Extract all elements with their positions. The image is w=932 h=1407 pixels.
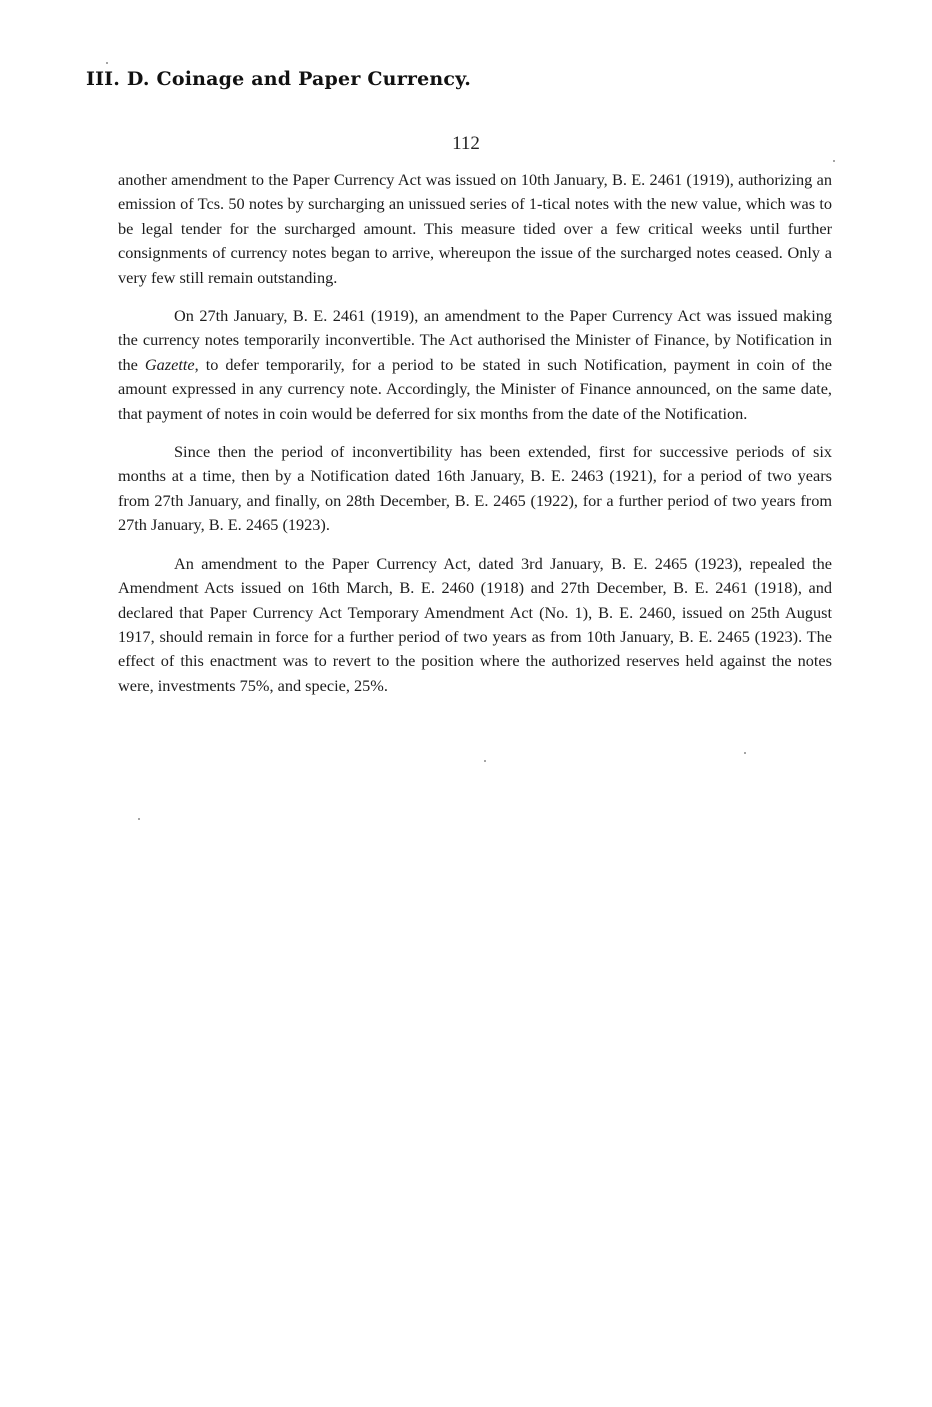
paragraph-text-before: On 27th January, B. E. 2461 (1919), an amendment to the Paper Currency Act was issued making the currency notes temporarily inconvertible. The Act authorised the Minister of Finance, by Notification in the: [118, 306, 832, 374]
body-text: [118, 168, 832, 712]
page-number: 112: [452, 133, 480, 154]
scan-speck: [484, 760, 486, 762]
scan-speck: [138, 818, 140, 820]
paragraph-continued: another amendment to the Paper Currency Act was issued on 10th January, B. E. 2461 (1919), authorizing an emission of Tcs. 50 notes by surcharging an unissued series of 1-tical notes with the new value, which was to be legal tender for the surcharged amount. This measure tided over a few critical weeks until further consignments of currency notes began to arrive, whereupon the issue of the surcharged notes ceased. Only a very few still remain outstanding.: [118, 170, 832, 287]
paragraph-extensions: Since then the period of inconvertibility has been extended, first for successive periods of six months at a time, then by a Notification dated 16th January, B. E. 2463 (1921), for a period of two years from 27th January, and finally, on 28th December, B. E. 2465 (1922), for a further period of two years from 27th January, B. E. 2465 (1923).: [118, 442, 832, 535]
paragraph-amendment: An amendment to the Paper Currency Act, dated 3rd January, B. E. 2465 (1923), repealed the Amendment Acts issued on 16th March, B. E. 2460 (1918) and 27th December, B. E. 2461 (1918), and declared that Paper Currency Act Temporary Amendment Act (No. 1), B. E. 2460, issued on 25th August 1917, should remain in force for a further period of two years as from 10th January, B. E. 2465 (1923). The effect of this enactment was to revert to the position where the authorized reserves held against the notes were, investments 75%, and specie, 25%.: [118, 553, 832, 695]
scan-speck: [106, 62, 108, 64]
scan-speck: [744, 752, 746, 754]
section-title: III. D. Coinage and Paper Currency.: [86, 68, 472, 90]
paragraph-text-after: , to defer temporarily, for a period to be stated in such Notification, payment in coin of the amount expressed in any currency note. Accordingly, the Minister of Finance announced, on the same date, that payment of notes in coin would be deferred for six months from the date of the Notification.: [118, 354, 832, 423]
paragraph-inconvertibility: [118, 304, 832, 426]
scan-speck: [833, 160, 835, 162]
gazette-italic: Gazette: [144, 354, 195, 374]
